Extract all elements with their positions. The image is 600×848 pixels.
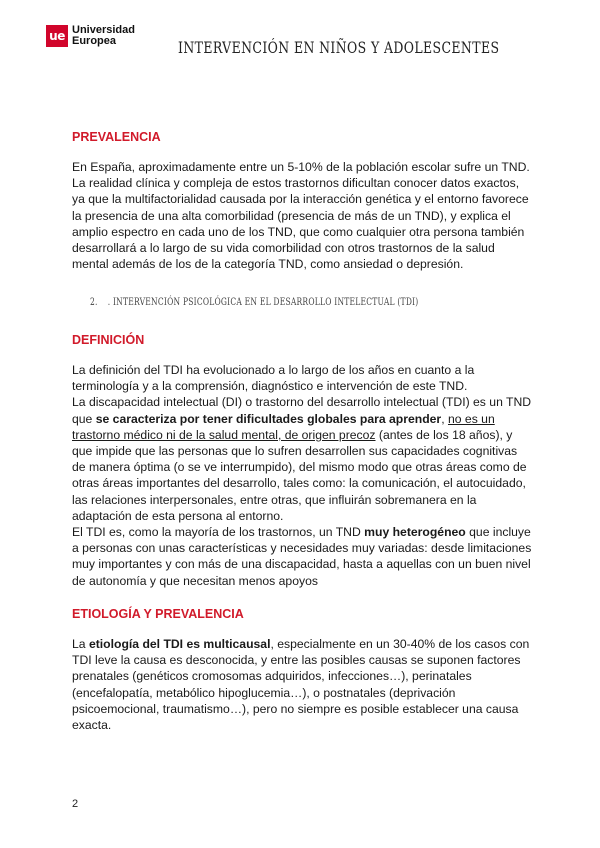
definicion-p2-a: La discapacidad intelectual (DI) o trastorno del desarrollo intelectual (TDI) es un TND que	[72, 395, 532, 426]
definicion-p3-a: El TDI es, como la mayoría de los trastornos, un TND	[72, 525, 365, 540]
definicion-p2-bold: se caracteriza por tener dificultades globales para aprender	[95, 411, 442, 426]
etiologia-a: La	[72, 637, 89, 651]
paragraph-etiologia	[72, 636, 534, 733]
subsection-title: . INTERVENCIÓN PSICOLÓGICA EN EL DESARROLLO INTELECTUAL (TDI)	[107, 296, 419, 308]
page-number: 2	[72, 798, 79, 810]
definicion-p1: La definición del TDI ha evolucionado a lo largo de los años en cuanto a la terminología y a la comprensión, diagnóstico e intervención de este TND.	[72, 363, 475, 394]
heading-definicion: DEFINICIÓN	[72, 333, 145, 347]
definicion-p3	[72, 524, 534, 589]
prevalencia-text: En España, aproximadamente entre un 5-10% de la población escolar sufre un TND. La realidad clínica y compleja de estos trastornos dificultan conocer datos exactos, ya que la multifactorialidad causada por la interacción genética y el entorno favorece la presencia de una alta comorbilidad (presencia de más de un TND), y explica el amplio espectro en cada uno de los TND, que como cualquier otra persona también desarrollará a lo largo de su vida comorbilidad con otros trastornos de la salud mental además de los de la categoría TND, como ansiedad o depresión.	[72, 160, 530, 272]
heading-prevalencia: PREVALENCIA	[72, 130, 161, 144]
subsection-heading	[90, 296, 418, 308]
definicion-p2	[72, 394, 534, 524]
definicion-p2-b: ,	[441, 411, 448, 426]
subsection-number: 2.	[90, 296, 98, 308]
logo-line-1: Universidad	[72, 24, 135, 36]
logo-line-2: Europea	[72, 35, 117, 47]
etiologia-b: , especialmente en un 30-40% de los casos con TDI leve la causa es desconocida, y entre las posibles causas se suponen factores prenatales (genéticos cromosomas adquiridos, infecciones…), perinatales (encefalopatía, metabólico hipoglucemia…), o postnatales (deprivación psicoemocional, traumatismo…), pero no siempre es posible establecer una causa exacta.	[72, 637, 530, 733]
document-header-title: INTERVENCIÓN EN NIÑOS Y ADOLESCENTES	[178, 38, 500, 57]
etiologia-bold: etiología del TDI es multicausal	[88, 637, 271, 651]
etiologia-text	[72, 636, 534, 733]
logo-mark: ue	[46, 25, 68, 47]
definicion-p3-b: que incluye a personas con unas características y necesidades muy variadas: desde limitaciones muy importantes y con más de una discapacidad, hasta a aquellas con un buen nivel de autonomía y que necesitan menos apoyos	[72, 525, 532, 588]
paragraph-prevalencia	[72, 159, 534, 272]
heading-etiologia: ETIOLOGÍA Y PREVALENCIA	[72, 607, 244, 621]
university-logo	[46, 25, 135, 47]
definicion-p2-underline: no es un trastorno médico ni de la salud mental, de origen precoz	[72, 411, 495, 442]
paragraph-definicion	[72, 362, 534, 589]
definicion-p2-c: (antes de los 18 años), y que impide que las personas que lo sufren desarrollen sus capacidades cognitivas de manera óptima (o se ve interrumpido), del mismo modo que otras áreas como de otras áreas importantes del desarrollo, tales como: la comunicación, el autocuidado, las relaciones interpersonales, entre otras, que influirán sobremanera en la adaptación de esta persona al entorno.	[72, 427, 527, 523]
logo-text	[72, 25, 135, 47]
definicion-p3-bold: muy heterogéneo	[364, 525, 466, 540]
